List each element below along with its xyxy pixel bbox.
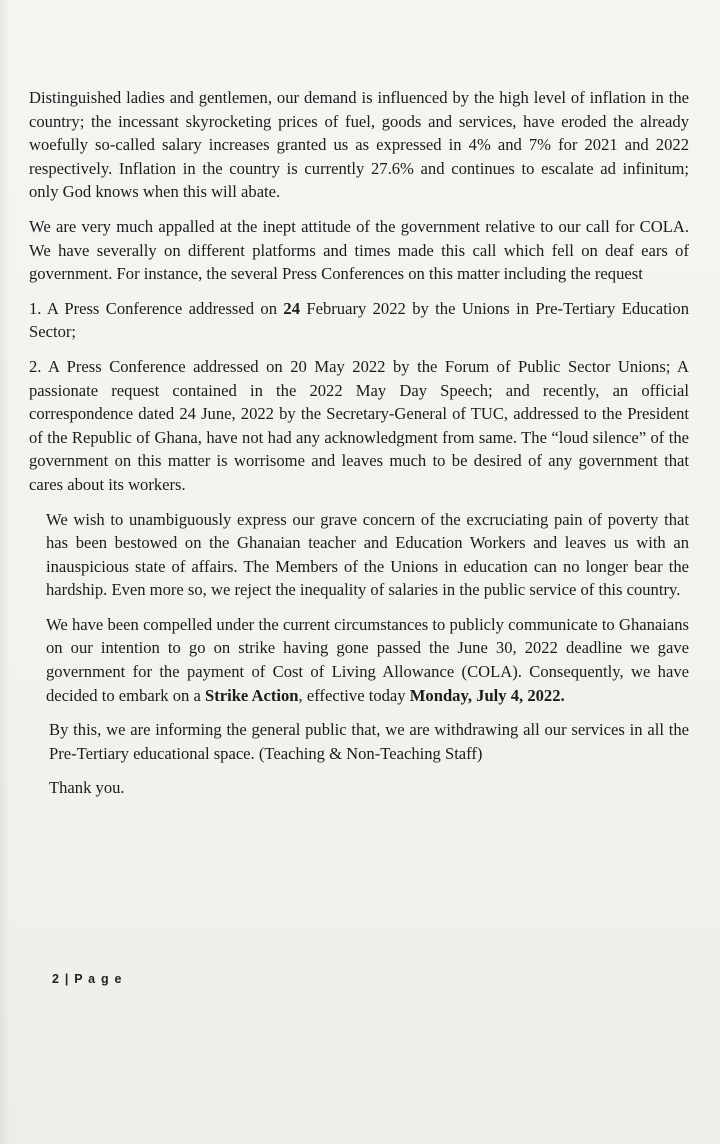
list-item-1-suffix: February 2022 by the Unions in Pre-Tertiary Education Sector; <box>29 298 690 342</box>
strike-text-prefix: We have been compelled under the current circumstances to publicly communicate to Ghanaians on our intention to go on strike having gone passed the June 30, 2022 deadline we gave government for the payment of Cost of Living Allowance (COLA). Consequently, we have decided to embark on a <box>46 614 689 705</box>
paragraph-grave-concern: We wish to unambiguously express our grave concern of the excruciating pain of poverty that has been bestowed on the Ghanaian teacher and Education Workers and leaves us with an inauspicious state of affairs. The Members of the Unions in education can no longer bear the hardship. Even more so, we reject the inequality of salaries in the public service of this country. <box>46 509 689 600</box>
paragraph-withdrawal-notice: By this, we are informing the general public that, we are withdrawing all our services in all the Pre-Tertiary educational space. (Teaching & Non-Teaching Staff) <box>49 720 689 763</box>
page-number-footer: 2 | P a g e <box>52 972 123 986</box>
indented-section <box>29 508 689 708</box>
document-body <box>29 86 689 811</box>
strike-action-bold: Strike Action <box>204 685 299 705</box>
closing-thank-you: Thank you. <box>49 778 125 798</box>
strike-text-mid: , effective today <box>298 685 410 705</box>
list-item-1-bold-day: 24 <box>283 298 300 318</box>
closing-section <box>29 718 689 800</box>
strike-date-bold: Monday, July 4, 2022. <box>409 685 565 705</box>
list-item-1-prefix: 1. A Press Conference addressed on <box>29 298 284 318</box>
list-item-press-conference-1 <box>29 297 689 344</box>
list-item-press-conference-2: 2. A Press Conference addressed on 20 May 2022 by the Forum of Public Sector Unions; A passionate request contained in the 2022 May Day Speech; and recently, an official correspondence dated 24 June, 2022 by the Secretary-General of TUC, addressed to the President of the Republic of Ghana, have not had any acknowledgment from same. The “loud silence” of the government on this matter is worrisome and leaves much to be desired of any government that cares about its workers. <box>29 356 689 494</box>
paragraph-government-attitude: We are very much appalled at the inept attitude of the government relative to our call for COLA. We have severally on different platforms and times made this call which fell on deaf ears of government. For instance, the several Press Conferences on this matter including the request <box>29 216 689 284</box>
paragraph-strike-announcement <box>46 613 689 707</box>
paragraph-inflation: Distinguished ladies and gentlemen, our demand is influenced by the high level of inflation in the country; the incessant skyrocketing prices of fuel, goods and services, have eroded the already woefully so-called salary increases granted us as expressed in 4% and 7% for 2021 and 2022 respectively. Inflation in the country is currently 27.6% and continues to escalate ad infinitum; only God knows when this will abate. <box>29 88 689 202</box>
page-edge-shadow <box>0 0 10 1144</box>
